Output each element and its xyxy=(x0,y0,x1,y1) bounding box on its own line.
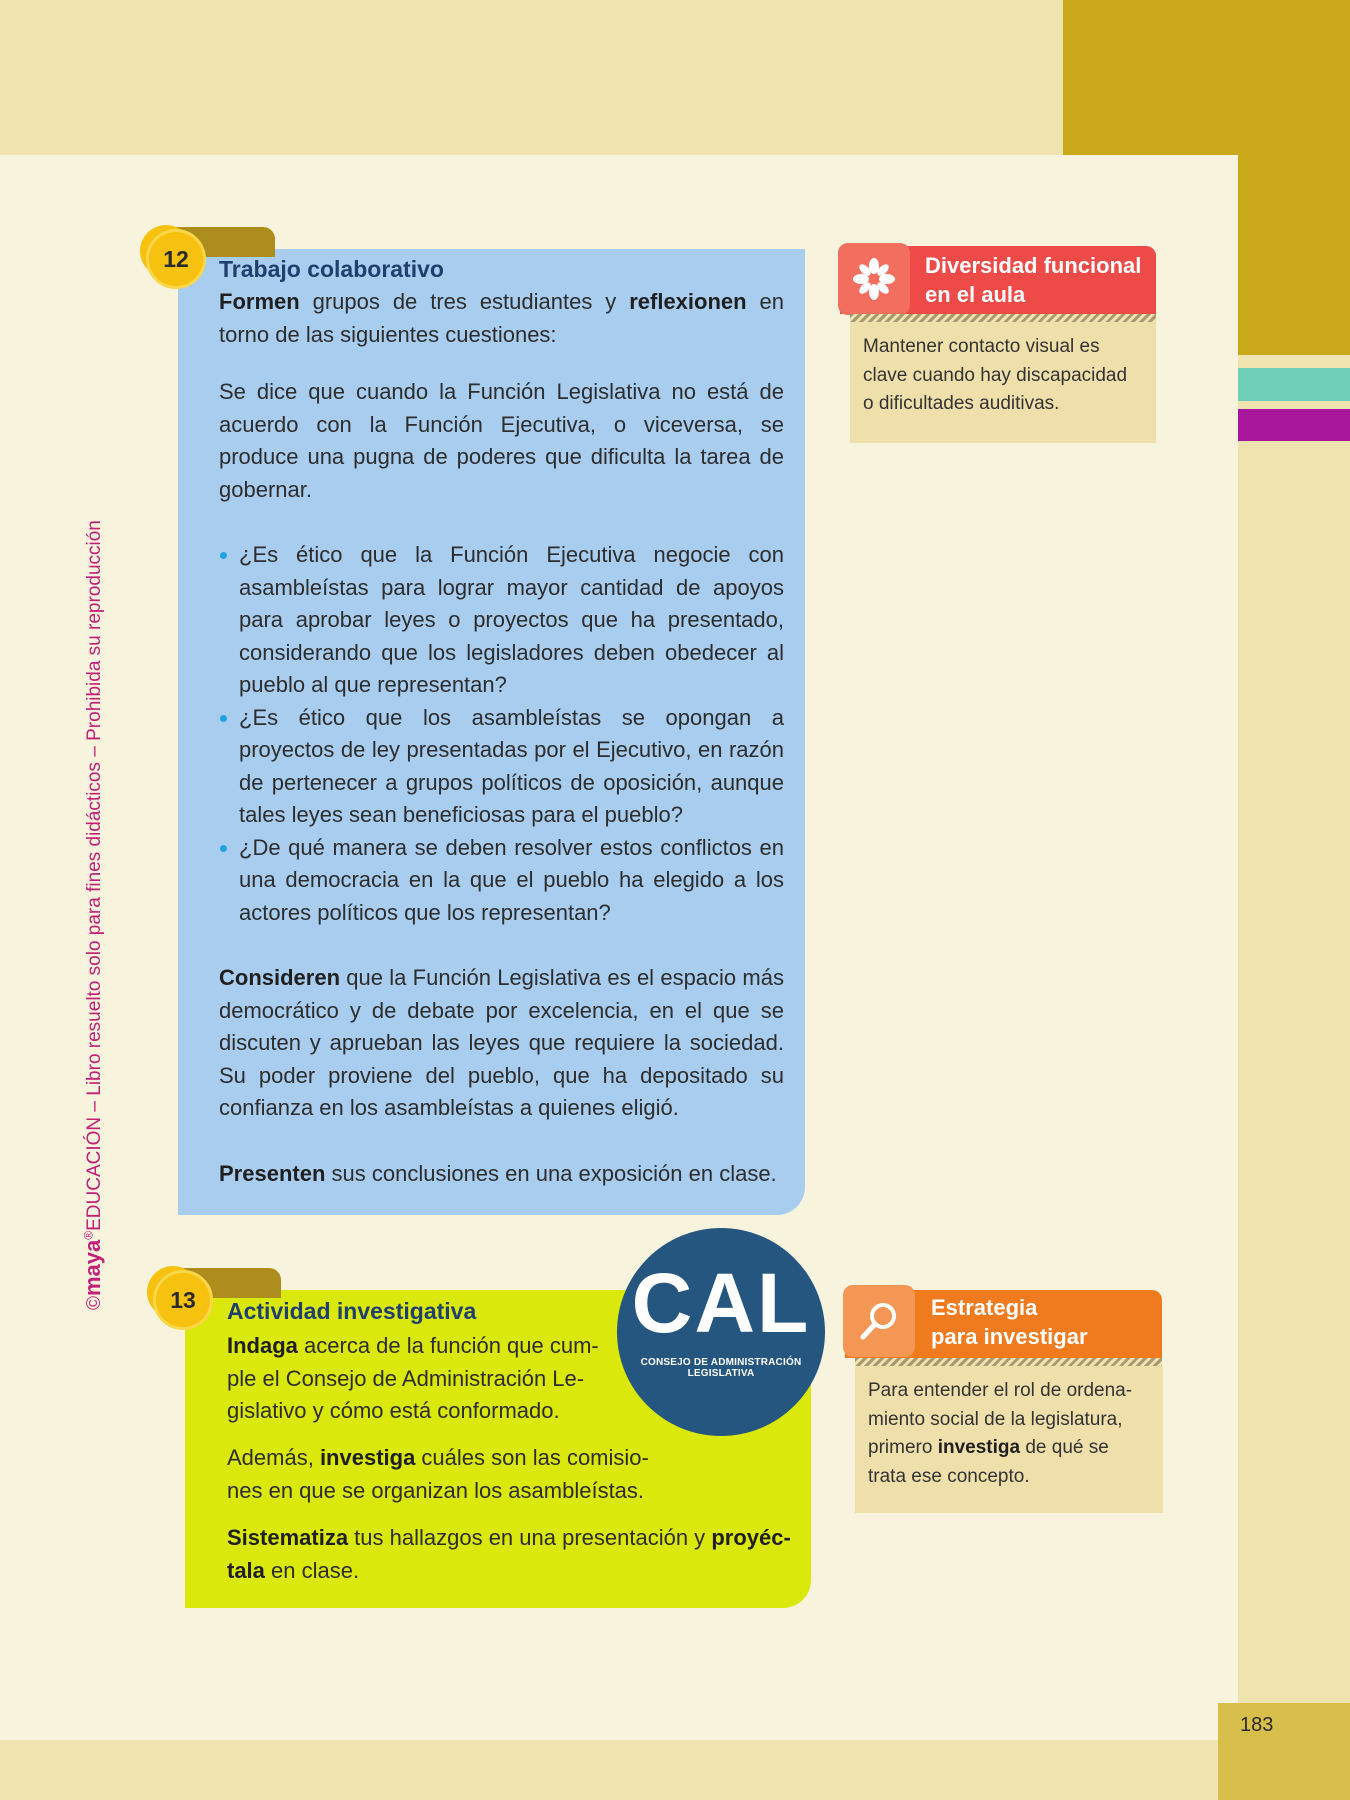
activity-12-intro: Formen grupos de tres estudiantes y reflexionen en torno de las siguientes cuestiones: xyxy=(219,289,784,347)
strategy-box-stripe xyxy=(855,1358,1162,1366)
list-item: ¿Es ético que la Función Ejecutiva negocie con asambleístas para lograr mayor cantidad de apoyos para aprobar leyes o proyectos que ha presentado, considerando que los legisladores deben obedecer al pueblo al que representan? xyxy=(219,539,784,702)
list-item: ¿Es ético que los asambleístas se opongan a proyectos de ley presentadas por el Ejecutivo, en razón de pertenecer a grupos políticos de oposición, aunque tales leyes sean beneficiosas para el pueblo? xyxy=(219,702,784,832)
activity-12-paragraph: Se dice que cuando la Función Legislativa no está de acuerdo con la Función Ejecutiva, o viceversa, se produce una pugna de poderes que dificulta la tarea de gobernar. xyxy=(219,379,784,502)
activity-13-badge: 13 xyxy=(153,1270,213,1330)
activity-13-paragraph-1: Indaga acerca de la función que cum- ple el Consejo de Administración Le- gislativo y cómo está conformado. xyxy=(227,1333,599,1423)
page-number: 183 xyxy=(1240,1714,1274,1736)
diversity-box-body: Mantener contacto visual es clave cuando hay discapacidad o dificultades auditivas. xyxy=(850,322,1156,443)
page-number-box xyxy=(1218,1703,1350,1800)
diversity-box-title: Diversidad funcional en el aula xyxy=(925,253,1142,307)
strategy-box-body: Para entender el rol de ordena- miento social de la legislatura, primero investiga de qué se trata ese concepto. xyxy=(855,1366,1163,1513)
activity-13-paragraph-3: Sistematiza tus hallazgos en una presentación y proyéc- tala en clase. xyxy=(227,1525,791,1583)
cal-acronym: CAL xyxy=(631,1256,811,1350)
activity-12-question-list xyxy=(219,539,784,929)
bullet-icon xyxy=(220,552,227,559)
copyright-notice: ©maya®EDUCACIÓN – Libro resuelto solo para fines didácticos – Prohibida su reproducción xyxy=(80,520,105,1310)
activity-12-present: Presenten sus conclusiones en una exposición en clase. xyxy=(219,1161,777,1186)
activity-13-title: Actividad investigativa xyxy=(227,1298,477,1324)
magnifier-icon xyxy=(843,1285,915,1357)
margin-strip xyxy=(1238,355,1350,1740)
bullet-icon xyxy=(220,845,227,852)
list-item: ¿De qué manera se deben resolver estos conflictos en una democracia en la que el pueblo ha elegido a los actores políticos que los representan? xyxy=(219,832,784,930)
activity-13-paragraph-2: Además, investiga cuáles son las comisio- nes en que se organizan los asambleístas. xyxy=(227,1445,649,1503)
magenta-tab-marker xyxy=(1238,409,1350,441)
teal-tab-marker xyxy=(1238,368,1350,401)
activity-12-consider: Consideren que la Función Legislativa es el espacio más democrático y de debate por excelencia, en el que se discuten y aprueban las leyes que requiere la sociedad. Su poder proviene del pueblo, que ha depositado su confianza en los asambleístas a quienes eligió. xyxy=(219,965,784,1120)
brand-name: maya xyxy=(80,1239,105,1296)
activity-12-title: Trabajo colaborativo xyxy=(219,256,444,282)
flower-icon xyxy=(838,243,910,315)
diversity-box-stripe xyxy=(850,314,1156,322)
cal-full-name: CONSEJO DE ADMINISTRACIÓN LEGISLATIVA xyxy=(640,1357,802,1379)
activity-12-badge: 12 xyxy=(146,229,206,289)
bullet-icon xyxy=(220,715,227,722)
strategy-box-title: Estrategia para investigar xyxy=(931,1295,1088,1349)
bottom-strip xyxy=(0,1740,1218,1800)
cal-logo xyxy=(617,1228,825,1436)
